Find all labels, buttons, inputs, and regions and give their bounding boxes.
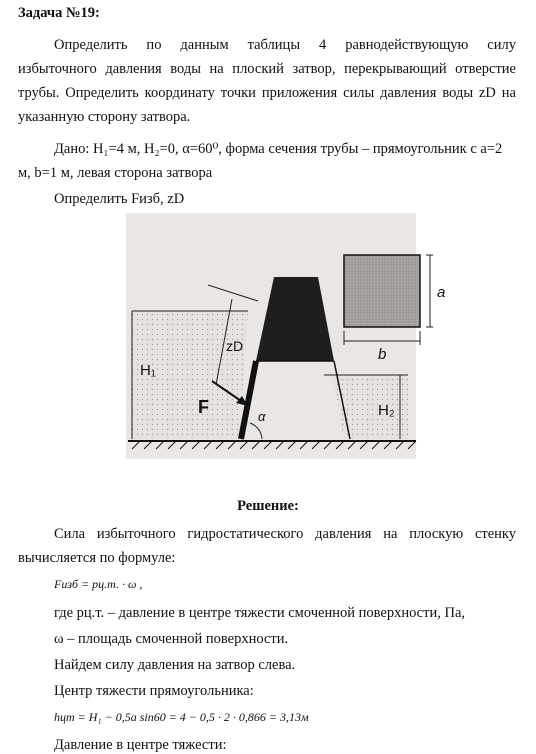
- alpha-arc: [250, 423, 262, 439]
- given-values: H₁=4 м, H₂=0, α=60⁰, форма сечения трубы – прямоугольник с а=2: [93, 141, 503, 157]
- given-line-2: м, b=1 м, левая сторона затвора: [18, 165, 213, 181]
- gate-diagram: [126, 213, 446, 459]
- statement-line-1: Определить по данным таблицы 4 равнодействующую силу: [54, 37, 516, 53]
- solution-intro-1: Сила избыточного гидростатического давления на плоскую стенку: [54, 526, 516, 542]
- dam-upper: [256, 277, 334, 361]
- formula-centroid: hцт = H₁ − 0,5a sin60 = 4 − 0,5 · 2 · 0,866 = 3,13м: [54, 710, 309, 724]
- find-line: Определить Fизб, zD: [54, 191, 185, 207]
- pipe-section: [344, 255, 420, 327]
- solution-heading: Решение:: [237, 498, 299, 514]
- formula-force: Fизб = pц.т. · ω ,: [54, 577, 143, 591]
- label-b: b: [378, 346, 387, 363]
- statement-line-2: избыточного давления воды на плоский затвор, перекрывающий отверстие: [18, 61, 516, 77]
- statement-line-4: указанную сторону затвора.: [18, 109, 191, 125]
- where-line-2: ω – площадь смоченной поверхности.: [54, 631, 289, 647]
- step-pressure: Давление в центре тяжести:: [54, 737, 227, 753]
- label-f: F: [198, 397, 209, 417]
- step-centroid: Центр тяжести прямоугольника:: [54, 683, 254, 699]
- given-line-1: [54, 140, 502, 158]
- label-h1: H₁: [140, 362, 156, 379]
- ground-hatch: [132, 441, 416, 449]
- where-line-1: где pц.т. – давление в центре тяжести смоченной поверхности, Па,: [54, 605, 465, 621]
- statement-line-3: трубы. Определить координату точки приложения силы давления воды zD на: [18, 85, 516, 101]
- solution-intro-2: вычисляется по формуле:: [18, 550, 176, 566]
- label-h2: H₂: [378, 402, 395, 419]
- step-left-force: Найдем силу давления на затвор слева.: [54, 657, 296, 673]
- label-zd: zD: [226, 338, 244, 354]
- task-title: Задача №19:: [18, 5, 100, 21]
- label-alpha: α: [258, 409, 266, 424]
- given-prefix: Дано:: [54, 141, 90, 157]
- label-a: a: [437, 284, 446, 301]
